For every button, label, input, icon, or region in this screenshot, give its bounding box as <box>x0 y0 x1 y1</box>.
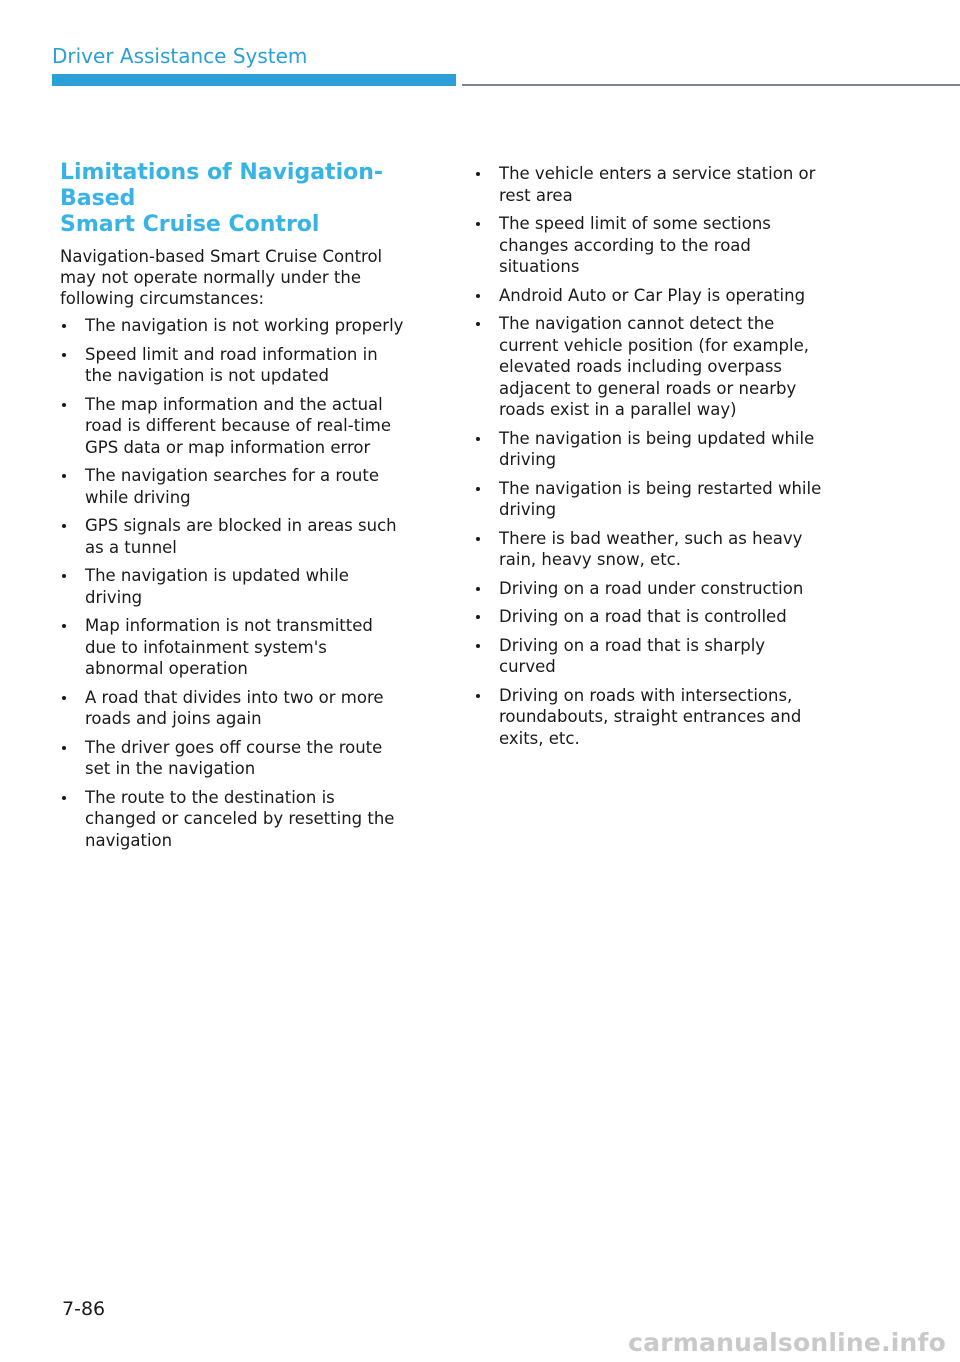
list-item: Android Auto or Car Play is operating <box>474 285 862 307</box>
page-number: 7-86 <box>62 1298 106 1320</box>
list-item: There is bad weather, such as heavy rain, heavy snow, etc. <box>474 528 862 571</box>
list-item: The navigation cannot detect the current vehicle position (for example, elevated roads including overpass adjacent to general roads or nearby roads exist in a parallel way) <box>474 313 862 421</box>
list-item: The route to the destination is changed or canceled by resetting the navigation <box>60 787 440 852</box>
list-item: The navigation is being updated while driving <box>474 428 862 471</box>
list-item: The driver goes off course the route set in the navigation <box>60 737 440 780</box>
watermark: carmanualsonline.info <box>628 1328 946 1357</box>
list-item: Driving on a road under construction <box>474 578 862 600</box>
list-item: The navigation searches for a route while driving <box>60 465 440 508</box>
list-item: Map information is not transmitted due to infotainment system's abnormal operation <box>60 615 440 680</box>
list-item: The map information and the actual road is different because of real-time GPS data or map information error <box>60 394 440 459</box>
list-item: Driving on a road that is controlled <box>474 606 862 628</box>
left-bullet-list <box>60 315 440 851</box>
header-accent-bar <box>52 74 456 86</box>
section-title: Driver Assistance System <box>52 44 308 68</box>
right-column <box>474 160 862 756</box>
header-rule <box>462 84 960 86</box>
list-item: The navigation is being restarted while driving <box>474 478 862 521</box>
section-heading: Limitations of Navigation-Based Smart Cruise Control <box>60 160 384 237</box>
list-item: Speed limit and road information in the navigation is not updated <box>60 344 440 387</box>
list-item: Driving on roads with intersections, roundabouts, straight entrances and exits, etc. <box>474 685 862 750</box>
list-item: GPS signals are blocked in areas such as a tunnel <box>60 515 440 558</box>
right-bullet-list <box>474 163 862 749</box>
list-item: The navigation is updated while driving <box>60 565 440 608</box>
list-item: Driving on a road that is sharply curved <box>474 635 862 678</box>
list-item: A road that divides into two or more roads and joins again <box>60 687 440 730</box>
list-item: The vehicle enters a service station or rest area <box>474 163 862 206</box>
list-item: The navigation is not working properly <box>60 315 440 337</box>
list-item: The speed limit of some sections changes according to the road situations <box>474 213 862 278</box>
intro-paragraph: Navigation-based Smart Cruise Control may not operate normally under the following circumstances: <box>60 247 383 308</box>
left-column <box>60 160 440 858</box>
